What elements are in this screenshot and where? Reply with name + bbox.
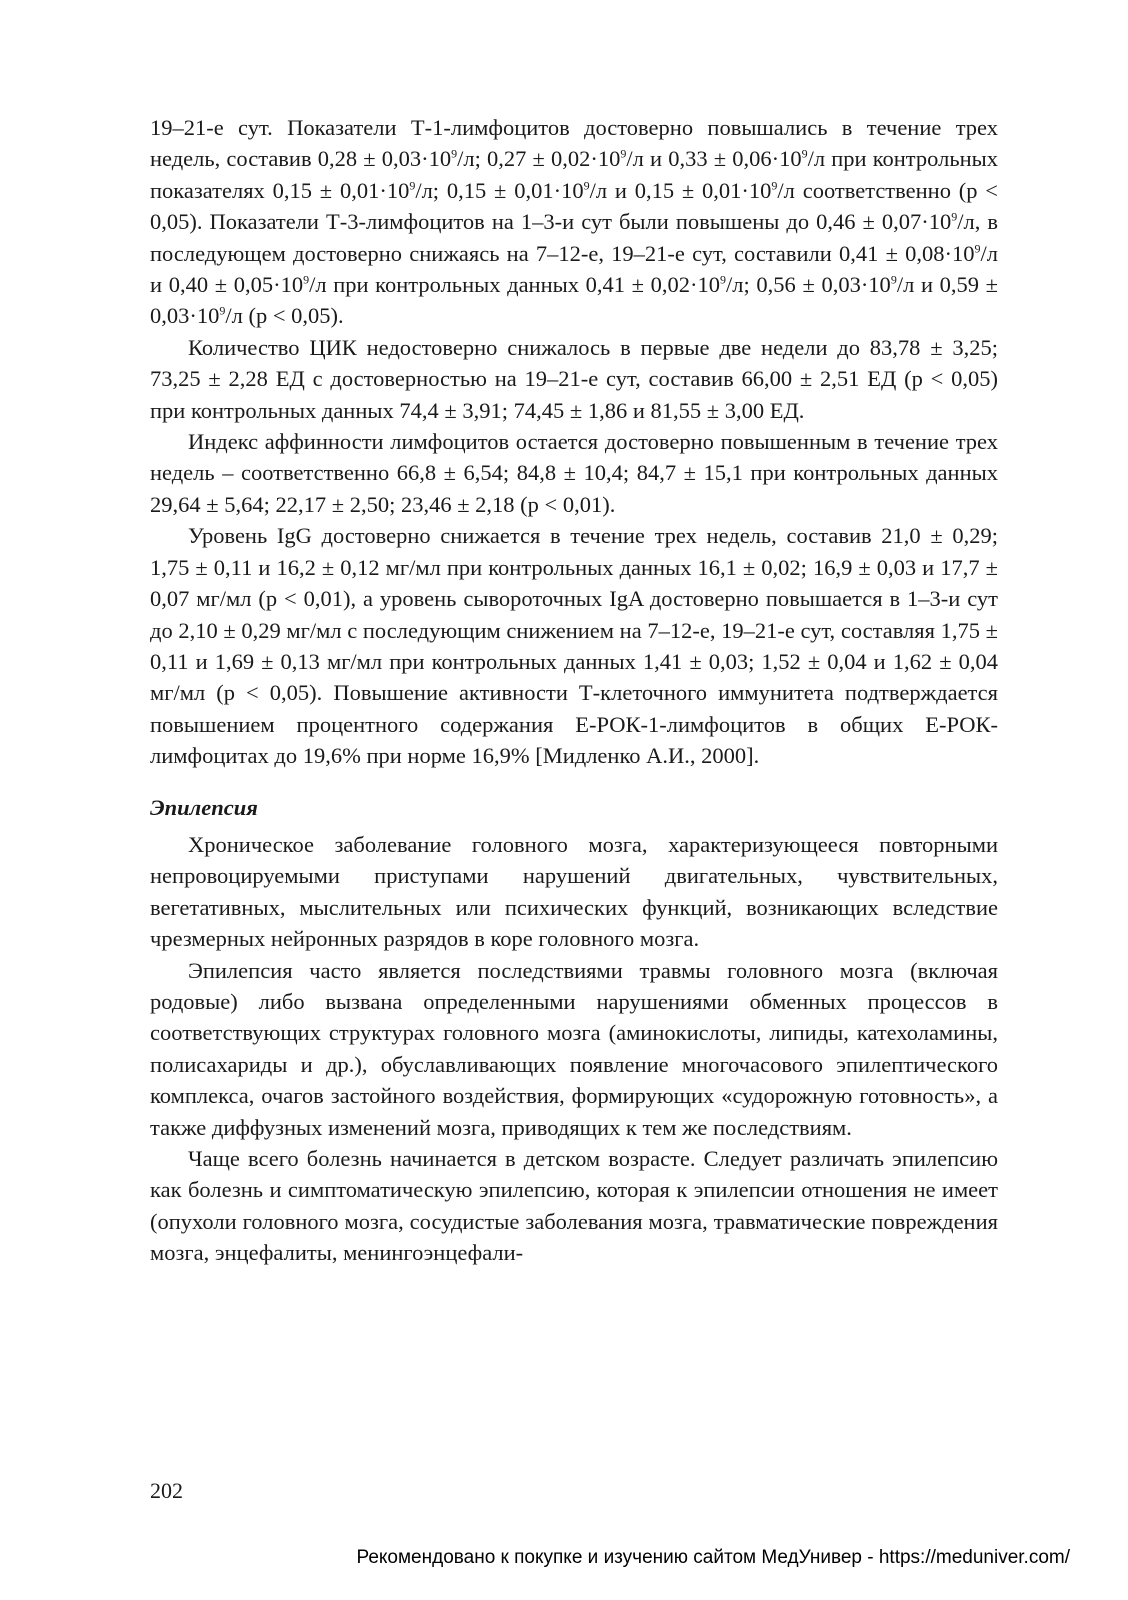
paragraph <box>150 955 998 1143</box>
superscript: 9 <box>303 272 310 287</box>
paragraph <box>150 1143 998 1269</box>
page-number: 202 <box>150 1478 183 1503</box>
footer-recommendation: Рекомендовано к покупке и изучению сайтом МедУнивер - https://meduniver.com/ <box>356 1547 1070 1568</box>
paragraph <box>150 332 998 426</box>
superscript: 9 <box>951 209 958 224</box>
superscript: 9 <box>801 146 808 161</box>
paragraph <box>150 112 998 332</box>
text-run: /л и 0,59 ± 0,03·10 <box>150 272 998 329</box>
text-run: /л и 0,40 ± 0,05·10 <box>150 240 998 298</box>
text-run: /л, в последующем достоверно снижаясь на 7–12-е, 19–21-е сут, составили 0,41 ± 0,08·10 <box>150 209 999 266</box>
text-run: Хроническое заболевание головного мозга, характеризующееся повторными непровоцируемыми приступами нарушений двигательных, чувствительных, вегетативных, мыслительных или психических функций, возникающих вследствие чрезмерных нейронных разрядов в коре головного мозга. <box>150 831 998 952</box>
text-run: /л; 0,15 ± 0,01·10 <box>415 177 584 203</box>
text-run: Эпилепсия часто является последствиями травмы головного мозга (включая родовые) либо вызвана определенными нарушениями обменных процессов в соответствующих структурах головного мозга (аминокислоты, липиды, катехоламины, полисахариды и др.), обуславливающих появление многочасового эпилептического комплекса, очагов застойного воздействия, формирующих «судорожную готовность», а также диффузных изменений мозга, приводящих к тем же последствиям. <box>150 957 998 1140</box>
text-run: Количество ЦИК недостоверно снижалось в первые две недели до 83,78 ± 3,25; 73,25 ± 2,28 ЕД с достоверностью на 19–21-е сут, составив 66,00 ± 2,51 ЕД (р < 0,05) при контрольных данных 74,4 ± 3,91; 74,45 ± 1,86 и 81,55 ± 3,00 ЕД. <box>150 334 998 423</box>
superscript: 9 <box>720 272 727 287</box>
text-run: Индекс аффинности лимфоцитов остается достоверно повышенным в течение трех недель – соответственно 66,8 ± 6,54; 84,8 ± 10,4; 84,7 ± 15,1 при контрольных данных 29,64 ± 5,64; 22,17 ± 2,50; 23,46 ± 2,18 (р < 0,01). <box>150 429 998 517</box>
paragraph <box>150 829 998 955</box>
text-run: /л; 0,56 ± 0,03·10 <box>726 272 891 298</box>
text-run: /л и 0,15 ± 0,01·10 <box>589 177 772 203</box>
body-text <box>150 112 998 1269</box>
superscript: 9 <box>219 303 226 318</box>
text-run: Чаще всего болезнь начинается в детском возрасте. Следует различать эпилепсию как болезнь и симптоматическую эпилепсию, которая к эпилепсии отношения не имеет (опухоли головного мозга, сосудистые заболевания мозга, травматические повреждения мозга, энцефалиты, менингоэнцефали- <box>150 1146 998 1266</box>
text-run: /л и 0,33 ± 0,06·10 <box>626 146 802 172</box>
text-run: /л соответственно (р < 0,05). Показатели Т-3-лимфоцитов на 1–3-и сут были повышены до 0,46 ± 0,07·10 <box>150 177 998 235</box>
superscript: 9 <box>974 241 981 256</box>
superscript: 9 <box>583 178 590 193</box>
text-run: /л; 0,27 ± 0,02·10 <box>457 146 621 172</box>
text-run: /л при контрольных показателях 0,15 ± 0,01·10 <box>150 146 998 203</box>
text-run: Эпилепсия <box>150 794 258 820</box>
text-run: /л (р < 0,05). <box>225 303 344 329</box>
text-run: 19–21-е сут. Показатели Т-1-лимфоцитов достоверно повышались в течение трех недель, составив 0,28 ± 0,03·10 <box>150 115 998 172</box>
section-heading <box>150 792 998 823</box>
paragraph <box>150 426 998 520</box>
superscript: 9 <box>409 178 416 193</box>
text-run: Уровень IgG достоверно снижается в течение трех недель, составив 21,0 ± 0,29; 1,75 ± 0,11 и 16,2 ± 0,12 мг/мл при контрольных данных 16,1 ± 0,02; 16,9 ± 0,03 и 17,7 ± 0,07 мг/мл (р < 0,01), а уровень сывороточных IgA достоверно повышается в 1–3-и сут до 2,10 ± 0,29 мг/мл с последующим снижением на 7–12-е, 19–21-е сут, составляя 1,75 ± 0,11 и 1,69 ± 0,13 мг/мл при контрольных данных 1,41 ± 0,03; 1,52 ± 0,04 и 1,62 ± 0,04 мг/мл (р < 0,05). Повышение активности Т-клеточного иммунитета подтверждается повышением процентного содержания Е-РОК-1-лимфоцитов в общих Е-РОК-лимфоцитах до 19,6% при норме 16,9% [Мидленко А.И., 2000]. <box>150 523 998 769</box>
superscript: 9 <box>771 178 778 193</box>
superscript: 9 <box>451 146 458 161</box>
paragraph <box>150 520 998 771</box>
superscript: 9 <box>890 272 897 287</box>
text-run: /л при контрольных данных 0,41 ± 0,02·10 <box>309 272 721 298</box>
superscript: 9 <box>620 146 627 161</box>
